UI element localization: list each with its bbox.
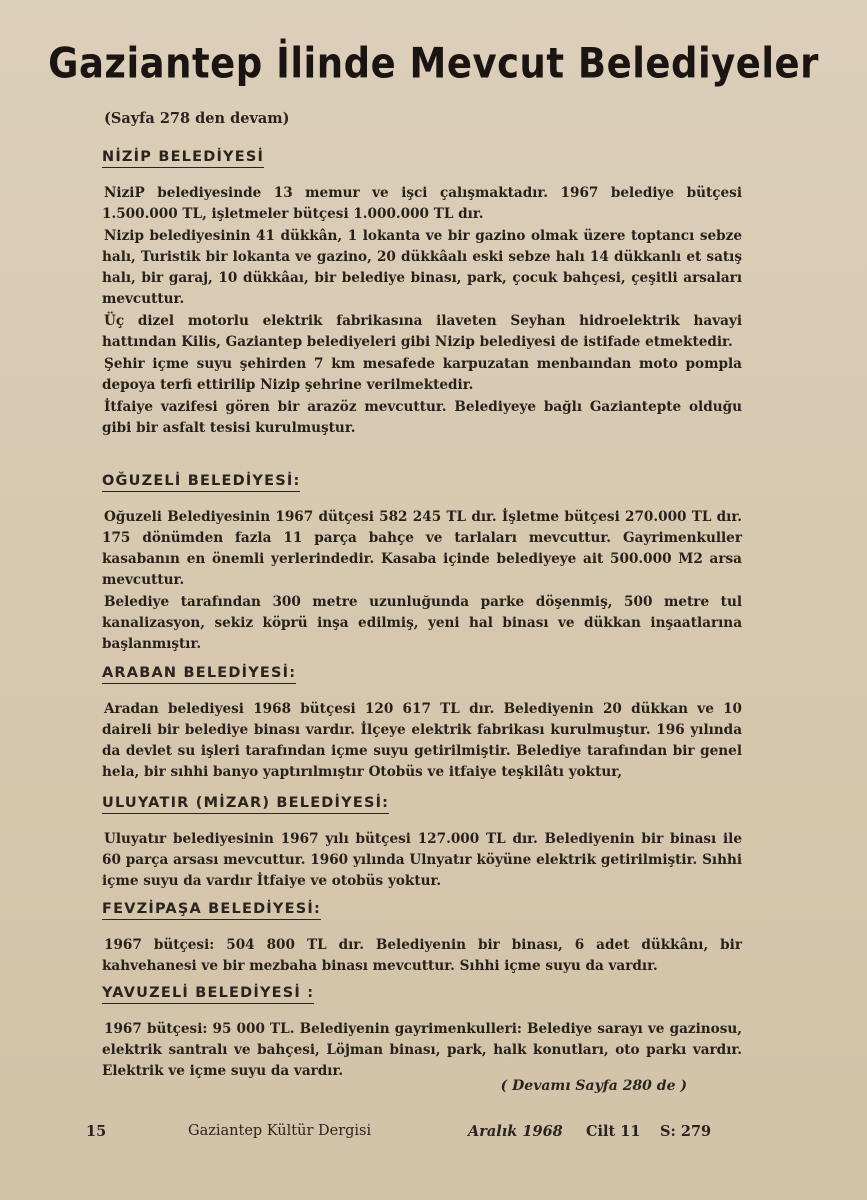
continued-from-note: (Sayfa 278 den devam) [104, 110, 290, 127]
paragraph: Uluyatır belediyesinin 1967 yılı bütçesi 127.000 TL dır. Belediyenin bir binası ile 60 parça arsası mevcuttur. 1960 yılında Ulnyatır köyüne elektrik getirilmiştir. Sıhhi içme suyu da vardır İtfaiye ve otobüs yoktur. [102, 831, 742, 889]
paragraph: İtfaiye vazifesi gören bir arazöz mevcuttur. Belediyeye bağlı Gaziantepte olduğu gibi bir asfalt tesisi kurulmuştur. [102, 399, 742, 436]
paragraph: 1967 bütçesi: 95 000 TL. Belediyenin gayrimenkulleri: Belediye sarayı ve gazinosu, elektrik santralı ve bahçesi, Löjman binası, park, halk konutları, oto parkı vardır. Elektrik ve içme suyu da vardır. [102, 1021, 742, 1079]
footer-issue-date: Aralık 1968 [468, 1123, 563, 1140]
section-nizip [102, 146, 742, 439]
section-fevzipasa [102, 898, 742, 977]
footer-page-number: 15 [86, 1123, 107, 1140]
page-title: Gaziantep İlinde Mevcut Belediyeler [48, 39, 819, 88]
paragraph: Üç dizel motorlu elektrik fabrikasına ilaveten Seyhan hidroelektrik havayi hattından Kilis, Gaziantep belediyeleri gibi Nizip belediyesi de istifade etmektedir. [102, 313, 742, 350]
section-heading: ARABAN BELEDİYESİ: [102, 665, 296, 684]
section-oguzeli [102, 470, 742, 655]
footer-journal: Gaziantep Kültür Dergisi [188, 1123, 372, 1139]
footer-page-ref: S: 279 [660, 1123, 712, 1140]
paragraph: 1967 bütçesi: 504 800 TL dır. Belediyenin bir binası, 6 adet dükkânı, bir kahvehanesi ve bir mezbaha binası mevcuttur. Sıhhi içme suyu da vardır. [102, 937, 742, 974]
section-heading: FEVZİPAŞA BELEDİYESİ: [102, 901, 321, 920]
section-uluyatir [102, 792, 742, 892]
paragraph: NiziP belediyesinde 13 memur ve işci çalışmaktadır. 1967 belediye bütçesi 1.500.000 TL, işletmeler bütçesi 1.000.000 TL dır. [102, 185, 742, 222]
section-heading: OĞUZELİ BELEDİYESİ: [102, 473, 300, 492]
section-heading: ULUYATIR (MİZAR) BELEDİYESİ: [102, 795, 389, 814]
footer-volume: Cilt 11 [586, 1123, 641, 1140]
section-araban [102, 662, 742, 783]
section-heading: YAVUZELİ BELEDİYESİ : [102, 985, 314, 1004]
paragraph: Oğuzeli Belediyesinin 1967 dütçesi 582 245 TL dır. İşletme bütçesi 270.000 TL dır. 175 dönümden fazla 11 parça bahçe ve tarlaları mevcuttur. Gayrimenkuller kasabanın en önemli yerlerindedir. Kasaba içinde belediyeye ait 500.000 M2 arsa mevcuttur. [102, 509, 742, 588]
paragraph: Belediye tarafından 300 metre uzunluğunda parke döşenmiş, 500 metre tul kanalizasyon, sekiz köprü inşa edilmiş, yeni hal binası ve dükkan inşaatlarına başlanmıştır. [102, 594, 742, 652]
section-heading: NİZİP BELEDİYESİ [102, 149, 264, 168]
paragraph: Nizip belediyesinin 41 dükkân, 1 lokanta ve bir gazino olmak üzere toptancı sebze halı, Turistik bir lokanta ve gazino, 20 dükkâalı eski sebze halı 14 dükkanlı et satış halı, bir garaj, 10 dükkâaı, bir belediye binası, park, çocuk bahçesi, çeşitli arsaları mevcuttur. [102, 228, 742, 307]
section-yavuzeli [102, 982, 742, 1082]
paragraph: Aradan belediyesi 1968 bütçesi 120 617 TL dır. Belediyenin 20 dükkan ve 10 daireli bir belediye binası vardır. İlçeye elektrik fabrikası kurulmuştur. 196 yılında da devlet su işleri tarafından içme suyu getirilmiştir. Belediye tarafından bir genel hela, bir sıhhi banyo yaptırılmıştır Otobüs ve itfaiye teşkilâtı yoktur, [102, 701, 742, 780]
continues-on-note: ( Devamı Sayfa 280 de ) [500, 1078, 687, 1094]
paragraph: Şehir içme suyu şehirden 7 km mesafede karpuzatan menbaından moto pompla depoya terfi ettirilip Nizip şehrine verilmektedir. [102, 356, 742, 393]
